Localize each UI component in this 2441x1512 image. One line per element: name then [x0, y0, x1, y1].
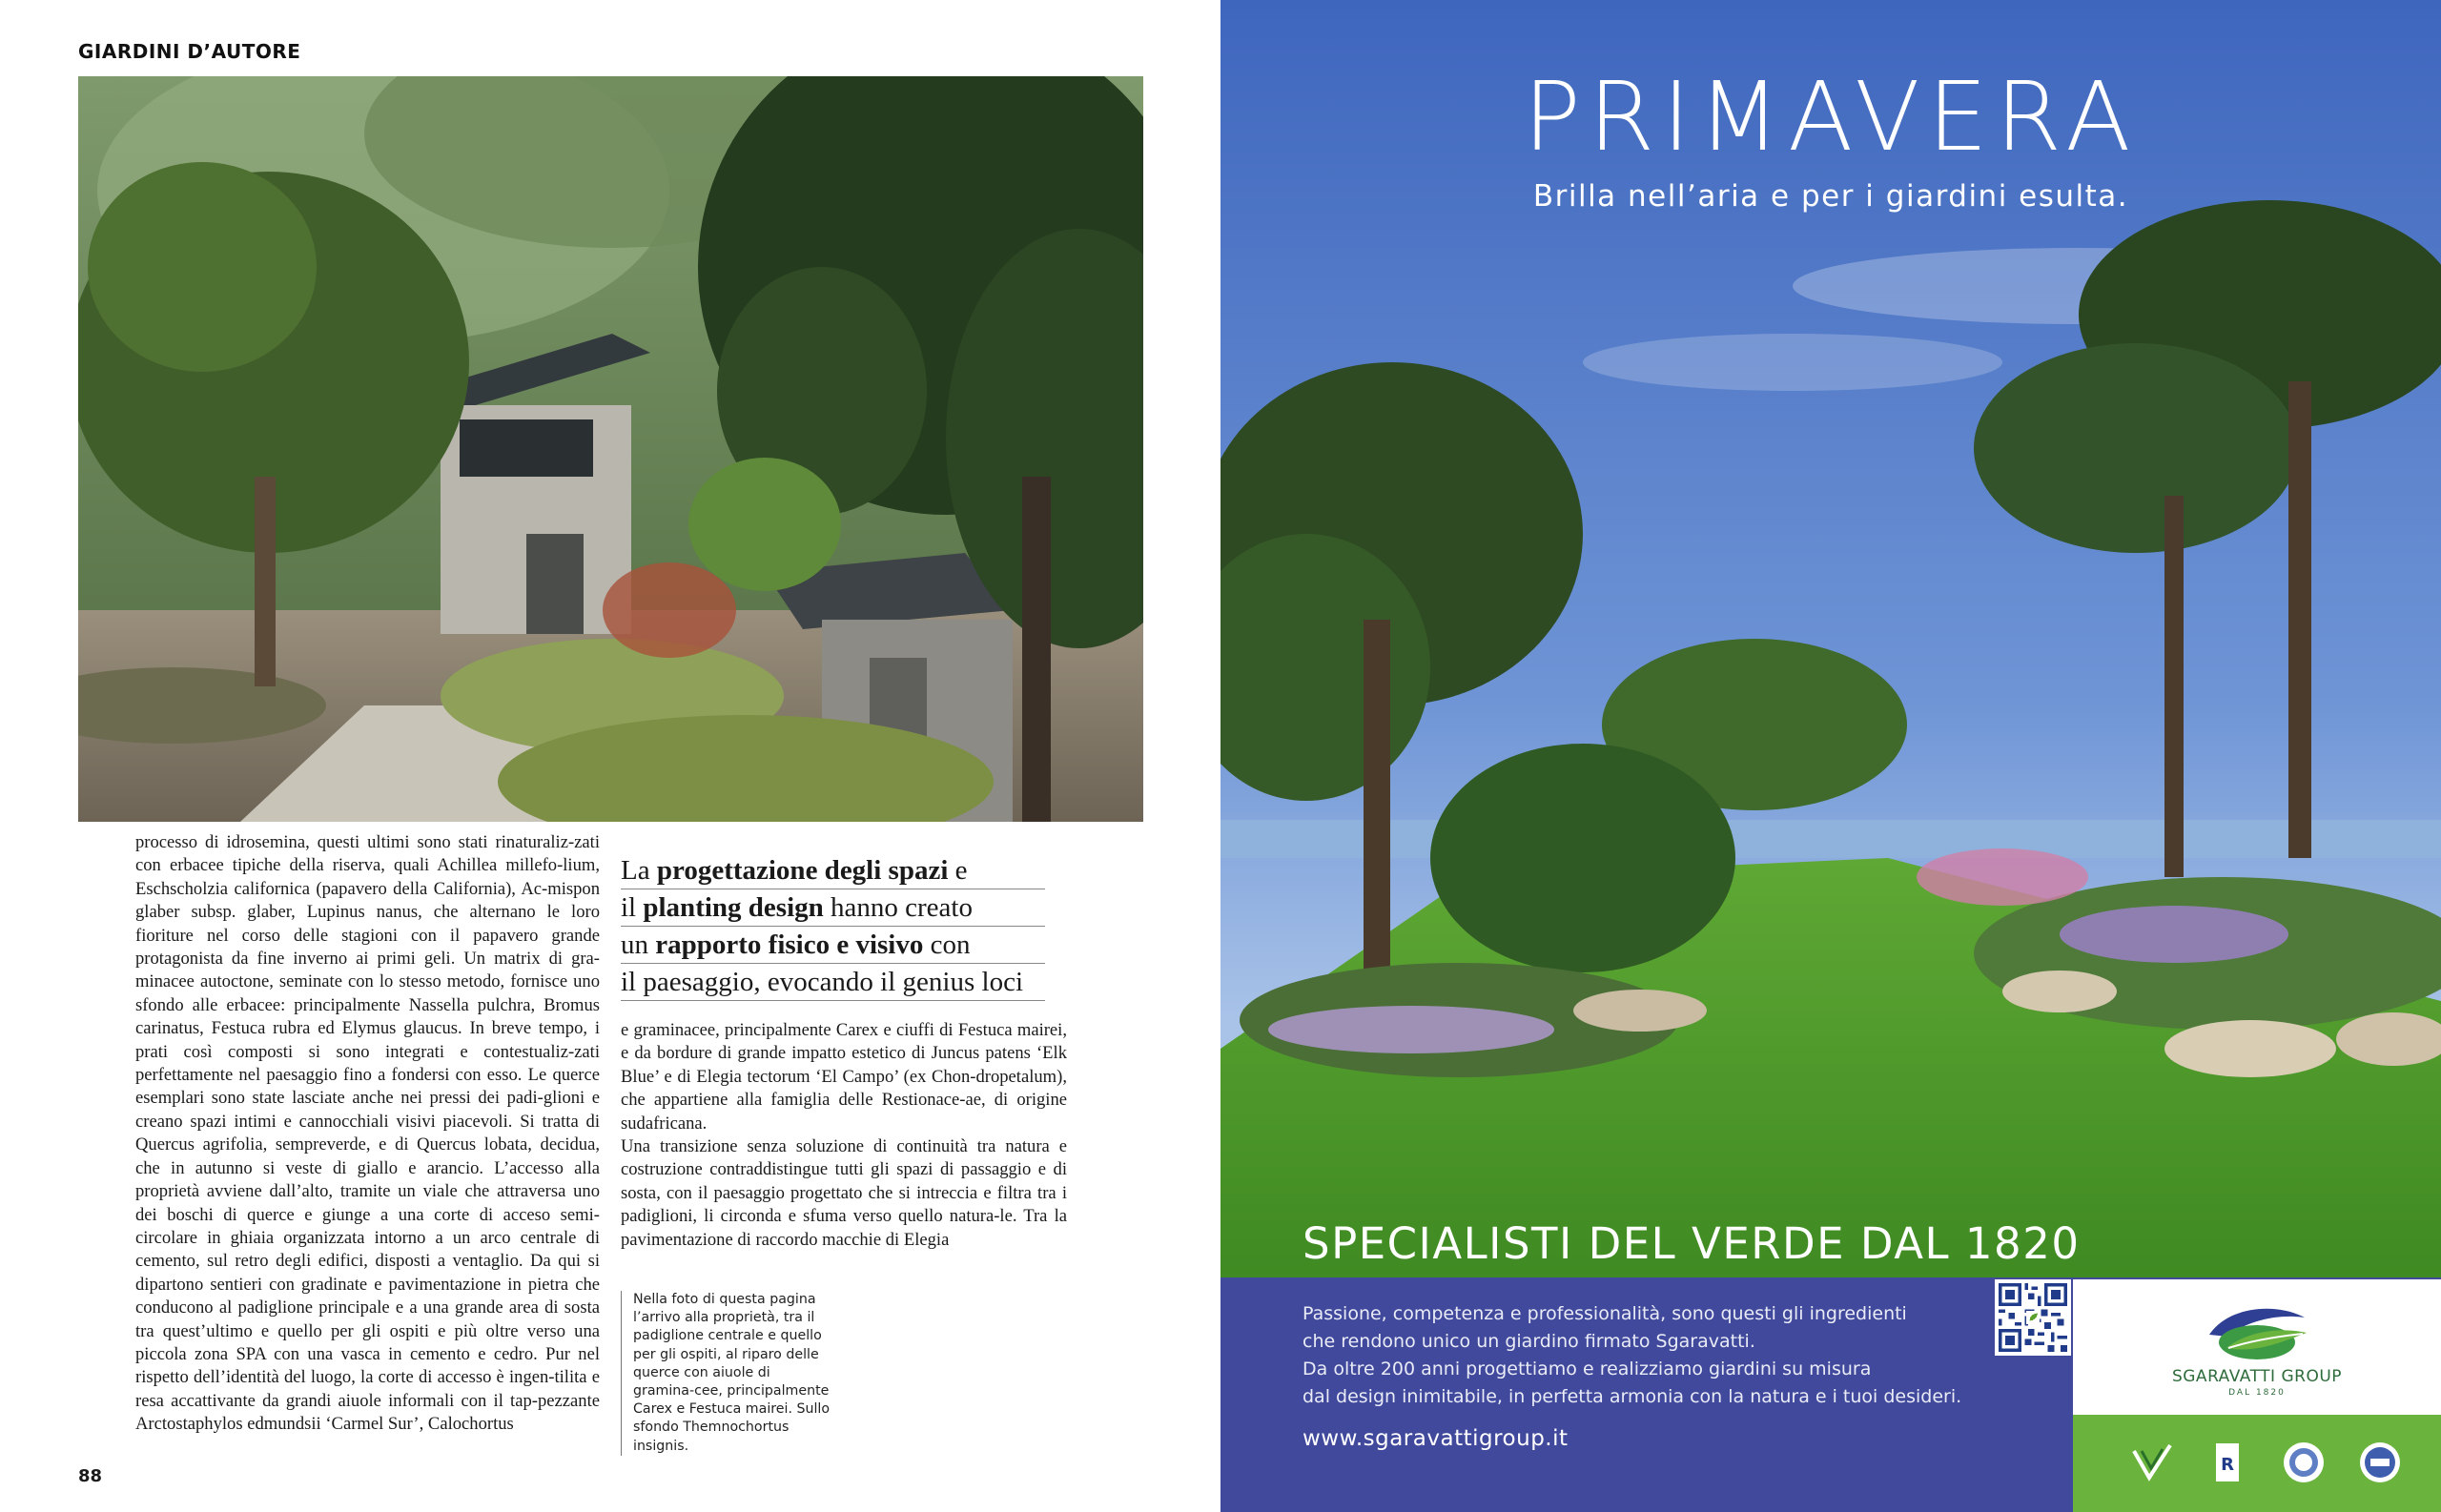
sgaravatti-logo-box: [2073, 1279, 2441, 1512]
qr-code-icon: [1999, 1283, 2067, 1352]
advert-website-link[interactable]: www.sgaravattigroup.it: [1303, 1426, 1569, 1451]
logo-area: [2073, 1279, 2441, 1415]
logo-company-name: SGARAVATTI GROUP: [2171, 1367, 2343, 1386]
body-paragraph: processo di idrosemina, questi ultimi sono stati rinaturaliz-zati con erbacee tipiche della riserva, quali Achillea millefo-lium, Eschscholzia californica (papavero della California), Ac-mispon glaber subsp. glaber, Lupinus nanus, che alternano le loro fioriture nel corso delle stagioni con il papavero grande protagonista da fine inverno ai primi geli. Un matrix di gra-minacee autoctone, seminate con lo stesso metodo, fornisce uno sfondo alle erbacee: principalmente Nassella pulchra, Bromus carinatus, Festuca rubra ed Elymus glaucus. In breve tempo, i prati così composti si sono integrati e contestualiz-zati perfettamente nel paesaggio fino a fondersi con esso. Le querce esemplari sono state lasciate anche nei pressi dei padi-glioni e creano spazi intimi e cannocchiali visivi piacevoli. Si tratta di Quercus agrifolia, sempreverde, e di Quercus lobata, decidua, che in autunno si veste di giallo e arancio. L’accesso alla proprietà avviene dall’alto, tramite un viale che attraversa uno dei boschi di querce e giunge a una corte di acceso semi-circolare in ghiaia organizzata intorno a un arco centrale di cemento, sul retro degli edifici, disposti a ventaglio. Da qui si dipartono sentieri con gradinate e pavimentazione in pietra che conducono al padiglione principale e a una grande area di sosta tra quest’ultimo e quello per gli ospiti e più oltre verso una piccola zona SPA con una vasca in cemento e cedro. Pur nel rispetto dell’identità del luogo, la corte di accesso è ingen-tilita e resa accattivante da grandi aiuole informali con il tap-pezzante Arctostaphylos edmundsii ‘Carmel Sur’, Calochortus: [135, 832, 600, 1435]
qr-code[interactable]: [1995, 1279, 2071, 1356]
advert-title: PRIMAVERA: [1523, 61, 2139, 173]
advert-description: [1303, 1300, 2046, 1411]
advert-text-line: che rendono unico un giardino firmato Sgaravatti.: [1303, 1331, 1755, 1352]
pull-quote: [621, 852, 1045, 1001]
certifications-bar: [2073, 1415, 2441, 1512]
certification-check-icon: [2128, 1440, 2174, 1485]
certification-er-icon: [2205, 1440, 2250, 1485]
left-page: [0, 0, 1220, 1512]
certification-badge-icon: [2357, 1440, 2403, 1485]
body-text-column-2: [621, 1019, 1067, 1252]
advert-text-line: Passione, competenza e professionalità, sono questi gli ingredienti: [1303, 1303, 1907, 1324]
logo-since: DAL 1820: [2228, 1388, 2286, 1398]
advert-subtitle: Brilla nell’aria e per i giardini esulta.: [1532, 179, 2129, 214]
certification-seal-icon: [2281, 1440, 2327, 1485]
pull-quote-line: il paesaggio, evocando il genius loci: [621, 964, 1045, 1001]
house-garden-illustration: [78, 76, 1143, 822]
house-garden-photo: [78, 76, 1143, 822]
page-number: 88: [78, 1466, 103, 1486]
body-text-column-1: [135, 831, 600, 1437]
svg-text:R: R: [2221, 1455, 2234, 1475]
body-paragraph: Una transizione senza soluzione di continuità tra natura e costruzione contraddistingue tutti gli spazi di passaggio e di sosta, con il paesaggio progettato che si intreccia e filtra tra i padiglioni, li circonda e sfuma verso quello natura-le. Tra la pavimentazione di raccordo macchie di Elegia: [621, 1136, 1067, 1250]
pull-quote-line: il planting design hanno creato: [621, 889, 1045, 927]
advert-text-line: dal design inimitabile, in perfetta armonia con la natura e i tuoi desideri.: [1303, 1386, 1962, 1407]
photo-caption: Nella foto di questa pagina l’arrivo alla proprietà, tra il padiglione centrale e quello per gli ospiti, al riparo delle querce con aiuole di gramina-cee, principalmente Carex e Festuca mairei. Sullo sfondo Themnochortus insignis.: [621, 1291, 832, 1456]
advert-page: [1220, 0, 2441, 1512]
pull-quote-line: un rapporto fisico e visivo con: [621, 927, 1045, 964]
advert-text-line: Da oltre 200 anni progettiamo e realizziamo giardini su misura: [1303, 1359, 1872, 1379]
sgaravatti-leaf-logo-icon: [2190, 1298, 2324, 1367]
section-header: GIARDINI D’AUTORE: [78, 40, 301, 63]
pull-quote-line: La progettazione degli spazi e: [621, 852, 1045, 889]
advert-slogan: SPECIALISTI DEL VERDE DAL 1820: [1303, 1218, 2081, 1269]
body-paragraph: e graminacee, principalmente Carex e ciuffi di Festuca mairei, e da bordure di grande impatto estetico di Juncus patens ‘Elk Blue’ e di Elegia tectorum ‘El Campo’ (ex Chon-dropetalum), che appartiene alla famiglia delle Restionace-ae, di origine sudafricana.: [621, 1020, 1067, 1134]
